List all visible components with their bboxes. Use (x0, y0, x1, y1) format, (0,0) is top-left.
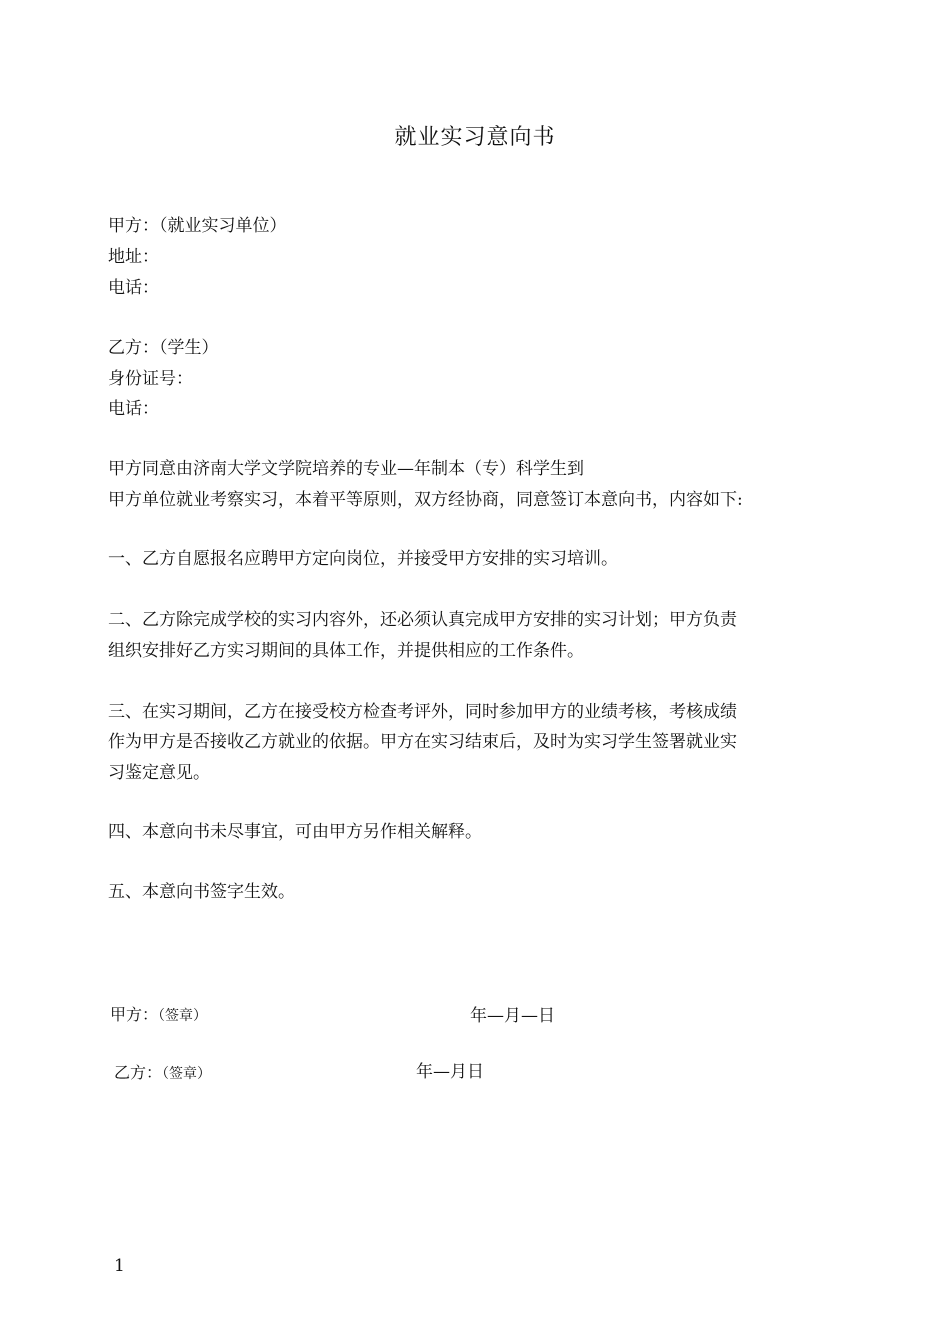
party-b-signature-label: 乙方： (114, 1063, 163, 1082)
party-b-signature (114, 1060, 211, 1083)
clause-2-line: 二、乙方除完成学校的实习内容外，还必须认真完成甲方安排的实习计划；甲方负责 (108, 610, 737, 630)
clause-3-line: 三、在实习期间，乙方在接受校方检查考评外，同时参加甲方的业绩考核，考核成绩 (108, 702, 737, 722)
clause-4-line: 四、本意向书未尽事宜，可由甲方另作相关解释。 (108, 822, 482, 842)
party-b-label: 乙方：（学生） (108, 338, 219, 358)
party-a-stamp: （签章） (158, 1008, 208, 1024)
intro-line: 甲方同意由济南大学文学院培养的专业—年制本（专）科学生到 (108, 459, 584, 479)
clause-3-line: 习鉴定意见。 (108, 763, 210, 783)
party-a-date: 年—月—日 (470, 1006, 555, 1026)
clause-5-line: 五、本意向书签字生效。 (108, 882, 295, 902)
party-b-id-number: 身份证号： (108, 369, 193, 389)
page-number: 1 (114, 1256, 125, 1276)
party-b-phone: 电话： (108, 399, 159, 419)
party-b-date: 年—月日 (416, 1062, 484, 1082)
intro-line: 甲方单位就业考察实习，本着平等原则，双方经协商，同意签订本意向书，内容如下: (108, 490, 743, 510)
document-title: 就业实习意向书 (394, 125, 556, 150)
party-a-label: 甲方：（就业实习单位） (108, 216, 287, 236)
party-b-stamp: （签章） (162, 1066, 212, 1082)
party-a-phone: 电话： (108, 278, 159, 298)
clause-1-line: 一、乙方自愿报名应聘甲方定向岗位，并接受甲方安排的实习培训。 (108, 549, 618, 569)
party-a-address: 地址： (108, 247, 159, 267)
clause-3-line: 作为甲方是否接收乙方就业的依据。甲方在实习结束后，及时为实习学生签署就业实 (108, 732, 737, 752)
party-a-signature-label: 甲方： (110, 1005, 159, 1024)
clause-2-line: 组织安排好乙方实习期间的具体工作，并提供相应的工作条件。 (108, 641, 584, 661)
party-a-signature (110, 1002, 207, 1025)
